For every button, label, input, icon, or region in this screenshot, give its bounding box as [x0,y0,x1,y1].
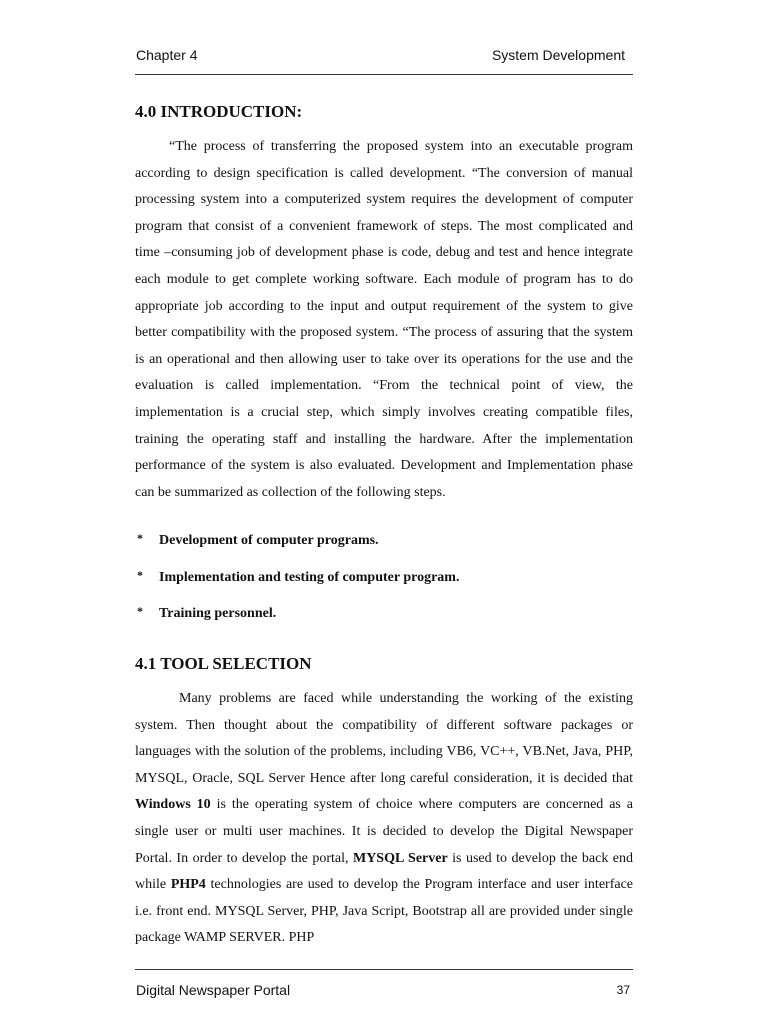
introduction-paragraph: “The process of transferring the proposed system into an executable program according to design specification is called development. “The conversion of manual processing system into a computerized system requires the development of computer program that consist of a convenient framework of steps. The most complicated and time –consuming job of development phase is code, debug and test and hence integrate each module to get complete working software. Each module of program has to do appropriate job according to the input and output requirement of the system to give better compatibility with the proposed system. “The process of assuring that the system is an operational and then allowing user to take over its operations for the use and the evaluation is called implementation. “From the technical point of view, the implementation is a crucial step, which simply involves creating compatible files, training the operating staff and installing the hardware. After the implementation performance of the system is also evaluated. Development and Implementation phase can be summarized as collection of the following steps. [135,139,633,500]
bullet-asterisk-icon: * [137,531,143,545]
text-run: is used to develop the back end while [135,850,634,893]
page-header [135,44,633,75]
list-item-text: Implementation and testing of computer program. [159,569,460,585]
section-title: System Development [491,47,625,63]
page-footer [135,969,633,1000]
list-item [135,567,633,607]
bold-text-run: PHP4 [170,877,206,893]
steps-list [135,533,633,643]
list-item [135,606,633,643]
text-run: technologies are used to develop the Program interface and user interface i.e. front end. MYSQL Server, PHP, Java Script, Bootstrap all are provided under single package WAMP SERVER. PHP [135,877,633,946]
bold-text-run: MYSQL Server [352,850,448,866]
bullet-asterisk-icon: * [137,567,143,582]
document-title: Digital Newspaper Portal [136,982,291,998]
bullet-asterisk-icon: * [137,604,143,618]
chapter-label: Chapter 4 [136,47,198,63]
tool-selection-heading: 4.1 TOOL SELECTION [135,654,312,673]
page-number: 37 [616,983,630,997]
list-item [135,533,633,570]
text-run: Many problems are faced while understanding the working of the existing system. Then thought about the compatibility of different software packages or languages with the solution of the problems, including VB6, VC++, VB.Net, Java, PHP, MYSQL, Oracle, SQL Server Hence after long careful consideration, it is decided that [135,691,633,786]
bold-text-run: Windows 10 [135,797,211,813]
list-item-text: Development of computer programs. [159,533,379,548]
text-run: is the operating system of choice where computers are concerned as a single user or multi user machines. It is decided to develop the Digital Newspaper Portal. In order to develop the portal, [135,797,633,866]
list-item-text: Training personnel. [159,606,277,621]
introduction-heading: 4.0 INTRODUCTION: [135,102,303,121]
tool-selection-paragraph [135,686,633,952]
